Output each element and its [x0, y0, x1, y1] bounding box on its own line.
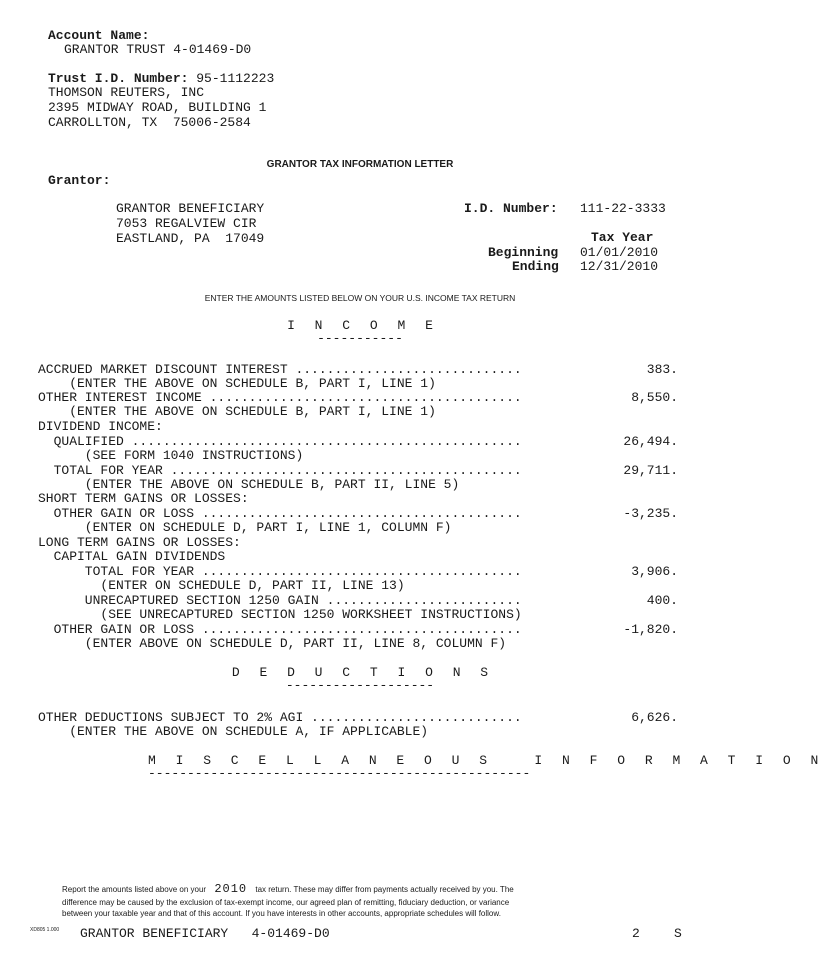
- footer-note-line-1: Report the amounts listed above on your 2010 tax return. These may differ from payments actually received by you. The: [62, 882, 514, 896]
- income-row: OTHER INTEREST INCOME ........................................ 8,550.: [38, 390, 678, 405]
- income-row: OTHER GAIN OR LOSS ......................................... -3,235.: [38, 506, 678, 521]
- income-row: SHORT TERM GAINS OR LOSSES:: [38, 491, 249, 506]
- footer-year: 2010: [214, 882, 248, 896]
- deductions-underline: -------------------: [285, 678, 435, 693]
- page-letter: S: [674, 926, 682, 941]
- deduction-row: OTHER DEDUCTIONS SUBJECT TO 2% AGI ........................... 6,626.: [38, 710, 678, 725]
- income-row: TOTAL FOR YEAR ............................................. 29,711.: [38, 463, 678, 478]
- income-row: QUALIFIED .................................................. 26,494.: [38, 434, 678, 449]
- deductions-title: D E D U C T I O N S: [231, 665, 495, 680]
- income-row: TOTAL FOR YEAR ......................................... 3,906.: [38, 564, 678, 579]
- beginning-label: Beginning: [488, 245, 559, 260]
- income-row: (ENTER THE ABOVE ON SCHEDULE B, PART II, LINE 5): [38, 477, 460, 492]
- deductions-heading: [0, 665, 720, 691]
- return-instruction: ENTER THE AMOUNTS LISTED BELOW ON YOUR U.S. INCOME TAX RETURN: [204, 293, 516, 303]
- footer-note-line-2: difference may be caused by the exclusion of tax-exempt income, our agreed plan of remitting, fiduciary deduction, or variance: [62, 897, 510, 907]
- trust-id-label: Trust I.D. Number:: [48, 71, 189, 86]
- grantor-line-1: GRANTOR BENEFICIARY: [116, 201, 265, 216]
- beginning-value: 01/01/2010: [580, 245, 659, 260]
- income-row: (ENTER THE ABOVE ON SCHEDULE B, PART I, LINE 1): [38, 404, 436, 419]
- letter-title: GRANTOR TAX INFORMATION LETTER: [266, 159, 454, 170]
- income-row: UNRECAPTURED SECTION 1250 GAIN ......................... 400.: [38, 593, 678, 608]
- income-row: LONG TERM GAINS OR LOSSES:: [38, 535, 241, 550]
- form-code: XD805 1.000: [30, 927, 60, 933]
- trust-id-value: 95-1112223: [196, 71, 275, 86]
- footer-note-line-3: between your taxable year and that of this account. If you have interests in other accounts, appropriate schedules will follow.: [62, 908, 501, 918]
- id-number-value: 111-22-3333: [580, 201, 666, 216]
- address-line-1: THOMSON REUTERS, INC: [48, 85, 205, 100]
- income-row: OTHER GAIN OR LOSS ......................................... -1,820.: [38, 622, 678, 637]
- account-name-label: Account Name:: [48, 28, 150, 43]
- income-row: (SEE FORM 1040 INSTRUCTIONS): [38, 448, 304, 463]
- income-underline: -----------: [317, 331, 403, 346]
- ending-value: 12/31/2010: [580, 259, 659, 274]
- grantor-line-3: EASTLAND, PA 17049: [116, 231, 265, 246]
- footer-grantor-line: GRANTOR BENEFICIARY 4-01469-D0: [80, 926, 330, 941]
- ending-label: Ending: [512, 259, 559, 274]
- income-row: (ENTER ON SCHEDULE D, PART II, LINE 13): [38, 578, 405, 593]
- tax-year-label: Tax Year: [591, 230, 654, 245]
- income-row: (ENTER ABOVE ON SCHEDULE D, PART II, LINE 8, COLUMN F): [38, 636, 507, 651]
- income-heading: [0, 318, 720, 344]
- misc-heading: [148, 753, 824, 779]
- address-line-2: 2395 MIDWAY ROAD, BUILDING 1: [48, 100, 267, 115]
- grantor-line-2: 7053 REGALVIEW CIR: [116, 216, 257, 231]
- income-row: DIVIDEND INCOME:: [38, 419, 163, 434]
- income-title: I N C O M E: [287, 318, 439, 333]
- income-row: ACCRUED MARKET DISCOUNT INTEREST ............................. 383.: [38, 362, 678, 377]
- deduction-row: (ENTER THE ABOVE ON SCHEDULE A, IF APPLICABLE): [38, 724, 429, 739]
- page-number: 2: [632, 926, 640, 941]
- id-number-label: I.D. Number:: [464, 201, 558, 216]
- income-row: (ENTER ON SCHEDULE D, PART I, LINE 1, COLUMN F): [38, 520, 452, 535]
- income-row: (SEE UNRECAPTURED SECTION 1250 WORKSHEET INSTRUCTIONS): [38, 607, 522, 622]
- misc-underline: -------------------------------------------------: [148, 766, 531, 781]
- misc-title: M I S C E L L A N E O U S I N F O R M A T I O N: [148, 753, 824, 768]
- grantor-label: Grantor:: [48, 173, 111, 188]
- income-row: (ENTER THE ABOVE ON SCHEDULE B, PART I, LINE 1): [38, 376, 436, 391]
- account-name-value: GRANTOR TRUST 4-01469-D0: [64, 42, 252, 57]
- income-row: CAPITAL GAIN DIVIDENDS: [38, 549, 226, 564]
- footer-note: [62, 882, 682, 919]
- address-line-3: CARROLLTON, TX 75006-2584: [48, 115, 251, 130]
